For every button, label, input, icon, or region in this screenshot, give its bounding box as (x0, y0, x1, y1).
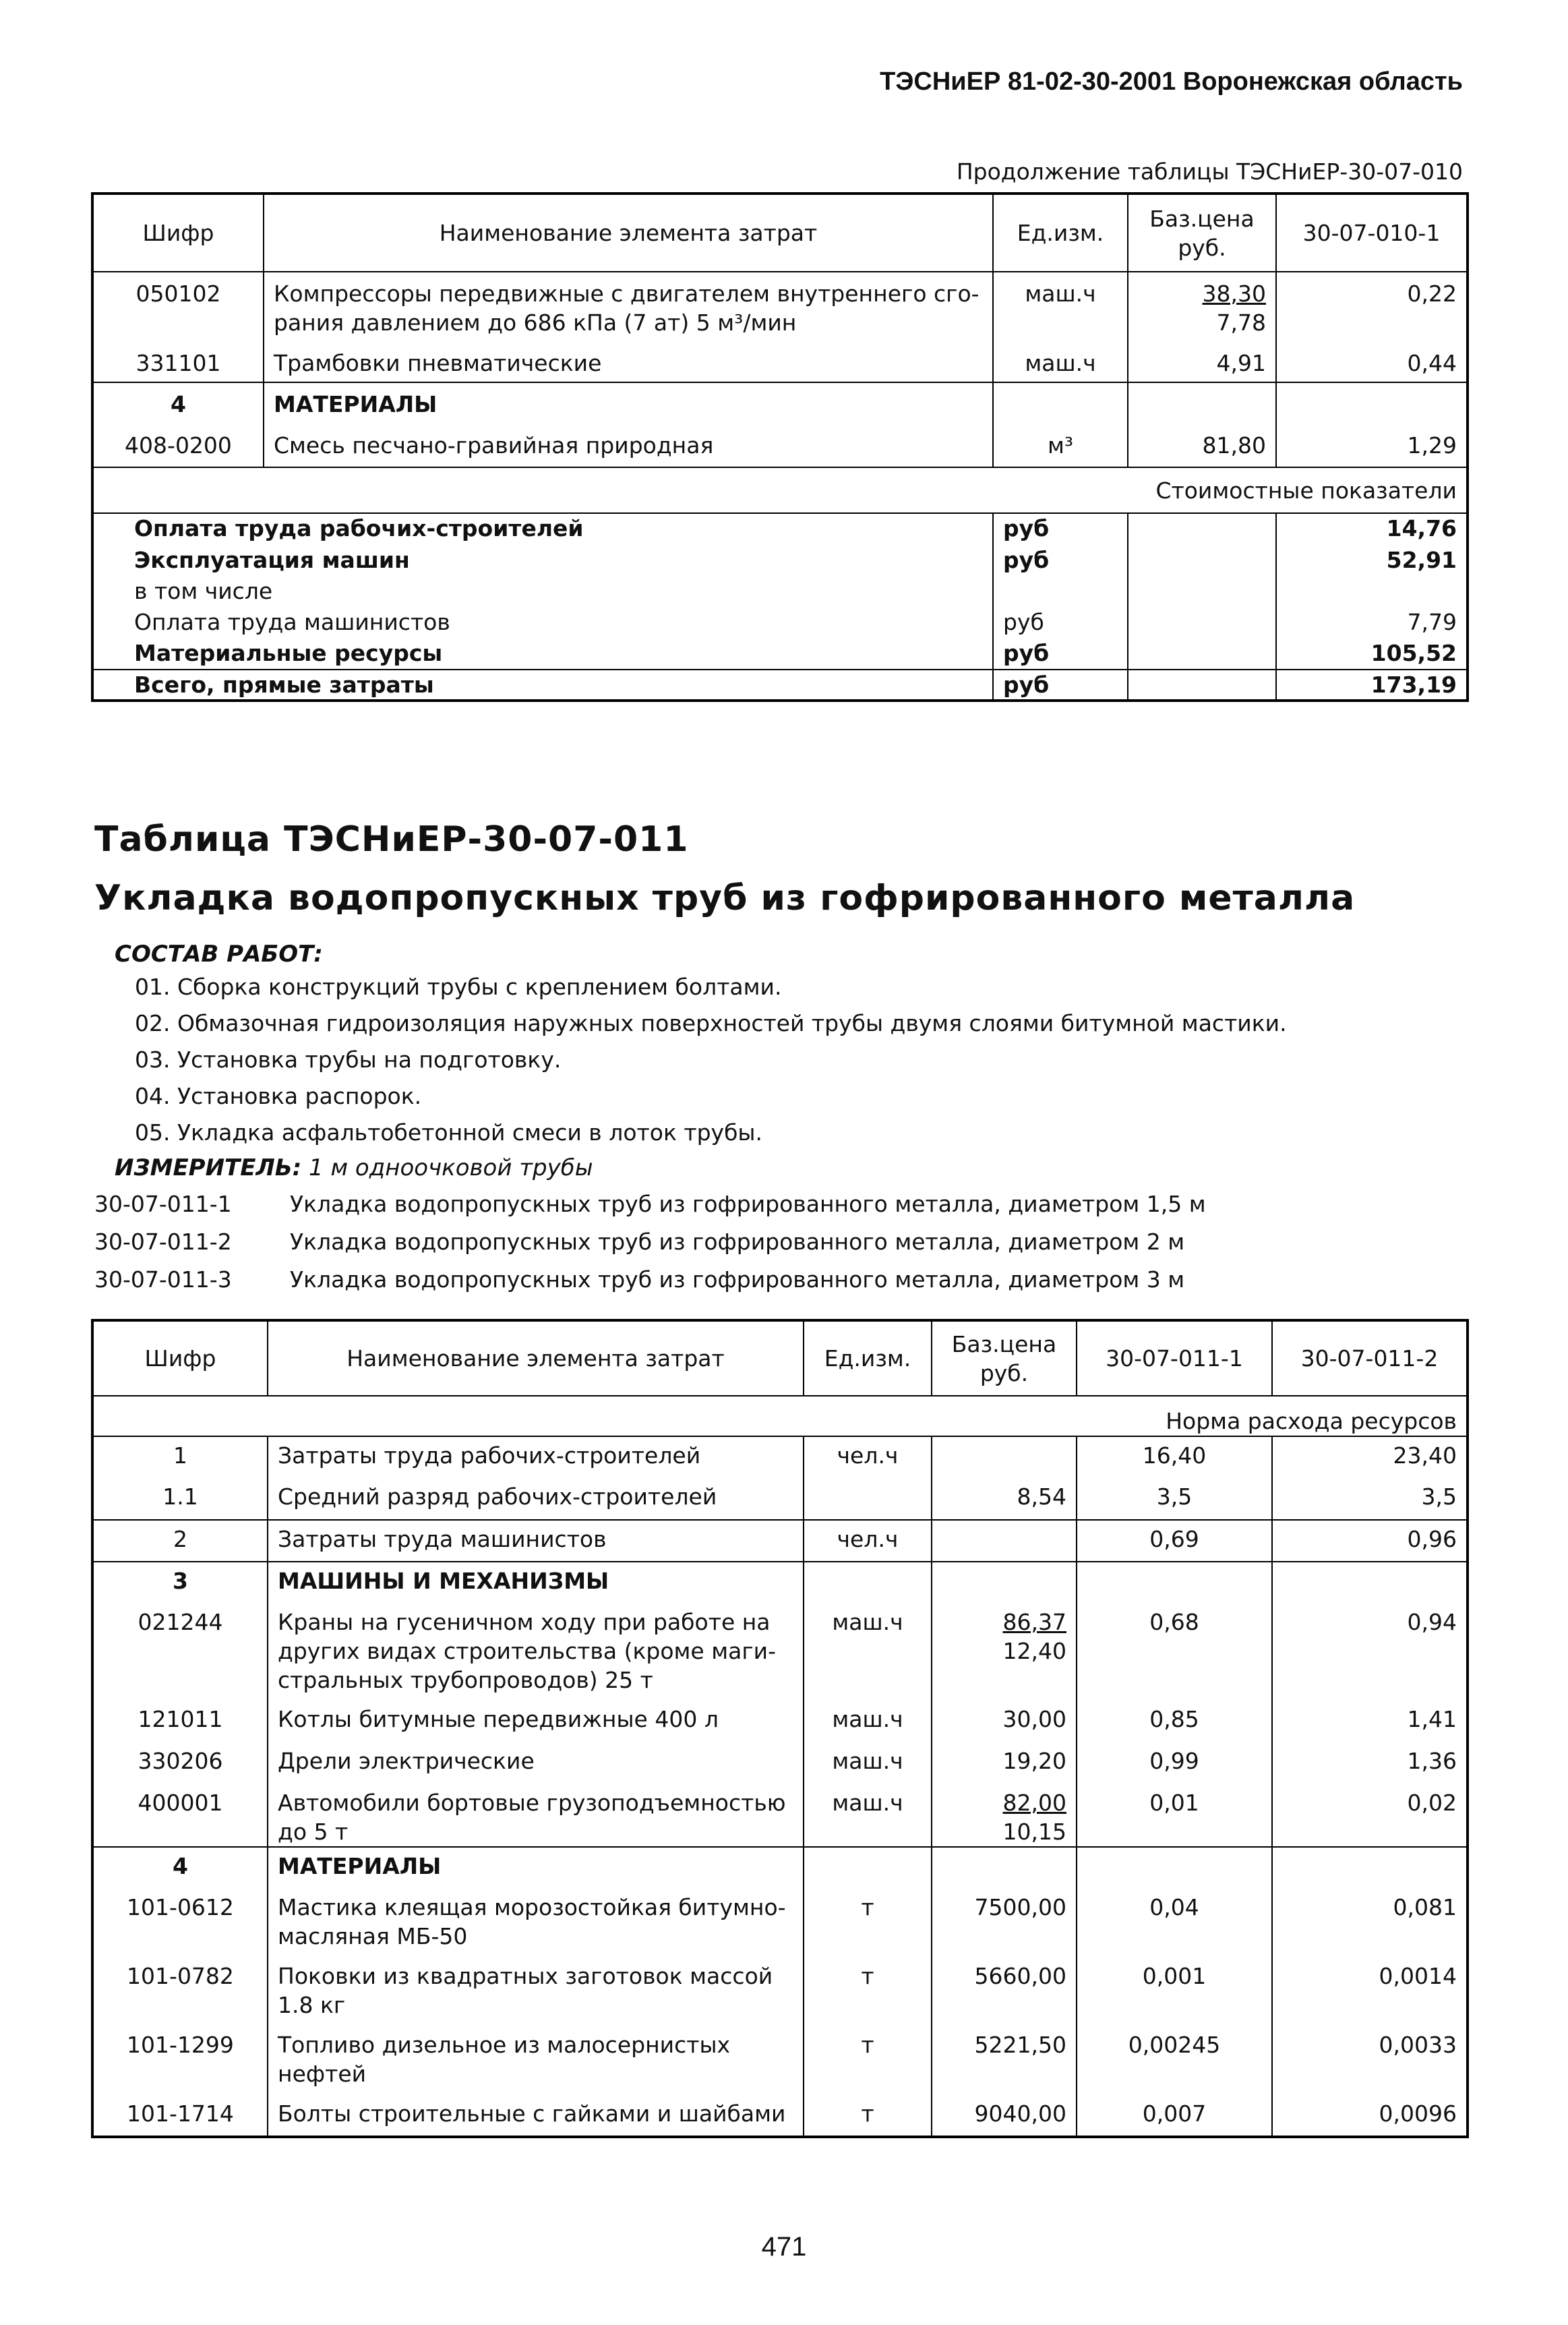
table-row (92, 1603, 1468, 1701)
header-price: Баз.цена руб. (932, 1320, 1077, 1396)
position-code: 30-07-011-2 (94, 1229, 232, 1255)
table-header-row (92, 1320, 1468, 1396)
row-norm-1: 0,04 (1077, 1889, 1272, 1958)
table-row (92, 1784, 1468, 1847)
row-value: 0,44 (1276, 345, 1468, 382)
row-unit (804, 1478, 932, 1520)
row-name: Котлы битумные передвижные 400 л (268, 1701, 804, 1742)
table-row (92, 345, 1468, 382)
row-price: 9040,00 (932, 2095, 1077, 2137)
row-norm-1: 0,00245 (1077, 2026, 1272, 2095)
row-unit: м³ (993, 425, 1128, 467)
norm-caption-row (92, 1396, 1468, 1436)
page-number: 471 (761, 2232, 807, 2262)
row-price (1128, 272, 1276, 345)
row-norm-1: 0,99 (1077, 1742, 1272, 1784)
row-norm-1: 0,68 (1077, 1603, 1272, 1701)
header-name: Наименование элемента затрат (264, 194, 993, 272)
row-norm-2 (1272, 1562, 1468, 1603)
row-price (932, 1784, 1077, 1847)
cost-row (92, 546, 1468, 577)
row-price (932, 1603, 1077, 1701)
header-unit: Ед.изм. (993, 194, 1128, 272)
row-code: 400001 (138, 1790, 223, 1816)
group-row (92, 1847, 1468, 1889)
row-code: 1 (173, 1442, 187, 1469)
row-unit: маш.ч (993, 272, 1128, 345)
row-code: 101-1299 (127, 2032, 234, 2058)
works-heading: СОСТАВ РАБОТ: (115, 941, 323, 968)
row-unit: т (804, 1958, 932, 2026)
table-row (92, 1436, 1468, 1478)
header-code: Шифр (92, 194, 264, 272)
resource-table (91, 1319, 1469, 2138)
row-price: 8,54 (932, 1478, 1077, 1520)
work-item: 03. Установка трубы на подготовку. (135, 1047, 562, 1073)
table-row (92, 425, 1468, 467)
row-unit: маш.ч (804, 1742, 932, 1784)
header-norm-2: 30-07-011-2 (1272, 1320, 1468, 1396)
row-code: 021244 (138, 1609, 223, 1635)
row-name: Затраты труда рабочих-строителей (268, 1436, 804, 1478)
row-unit: чел.ч (804, 1520, 932, 1562)
row-norm-1: 0,001 (1077, 1958, 1272, 2026)
page-header: ТЭСНиЕР 81-02-30-2001 Воронежская область (880, 67, 1463, 96)
row-norm-2: 1,41 (1272, 1701, 1468, 1742)
cost-row (92, 608, 1468, 639)
row-unit: т (804, 2026, 932, 2095)
row-norm-1: 3,5 (1077, 1478, 1272, 1520)
work-item: 04. Установка распорок. (135, 1083, 422, 1109)
row-price: 30,00 (932, 1701, 1077, 1742)
row-code: 4 (92, 1847, 268, 1889)
measure-line (115, 1154, 593, 1181)
price-wages: 10,15 (1002, 1819, 1066, 1845)
cost-label: Оплата труда машинистов (134, 609, 450, 635)
cost-value: 105,52 (1276, 639, 1468, 670)
row-price (932, 1520, 1077, 1562)
row-name: Средний разряд рабочих-строителей (268, 1478, 804, 1520)
cost-unit: руб (993, 546, 1128, 577)
cost-unit: руб (993, 608, 1128, 639)
row-name: Затраты труда машинистов (268, 1520, 804, 1562)
continuation-caption: Продолжение таблицы ТЭСНиЕР-30-07-010 (956, 158, 1463, 185)
header-unit: Ед.изм. (804, 1320, 932, 1396)
row-price: 5221,50 (932, 2026, 1077, 2095)
cost-row (92, 639, 1468, 670)
row-norm-2: 0,94 (1272, 1603, 1468, 1701)
header-name: Наименование элемента затрат (268, 1320, 804, 1396)
cost-value: 14,76 (1276, 513, 1468, 546)
row-unit: чел.ч (804, 1436, 932, 1478)
row-code: 101-0612 (127, 1894, 234, 1920)
row-norm-1: 16,40 (1077, 1436, 1272, 1478)
cost-value: 173,19 (1276, 670, 1468, 701)
table-row (92, 2095, 1468, 2137)
row-price (932, 1847, 1077, 1889)
row-name: Мастика клеящая морозостойкая битумно-масляная МБ-50 (268, 1889, 804, 1958)
norm-caption: Норма расхода ресурсов (92, 1396, 1468, 1436)
row-price: 19,20 (932, 1742, 1077, 1784)
cost-label: Оплата труда рабочих-строителей (134, 515, 584, 541)
cost-row (92, 513, 1468, 546)
row-norm-2: 0,0033 (1272, 2026, 1468, 2095)
cost-unit: руб (993, 670, 1128, 701)
row-norm-1: 0,85 (1077, 1701, 1272, 1742)
row-name: Компрессоры передвижные с двигателем внутреннего сго-рания давлением до 686 кПа (7 ат) 5 м³/мин (264, 272, 993, 345)
row-name: Смесь песчано-гравийная природная (264, 425, 993, 467)
row-code: 2 (92, 1520, 268, 1562)
row-value: 0,22 (1276, 272, 1468, 345)
row-unit: т (804, 1889, 932, 1958)
row-price: 5660,00 (932, 1958, 1077, 2026)
row-name: МАТЕРИАЛЫ (268, 1847, 804, 1889)
row-code: 3 (92, 1562, 268, 1603)
row-norm-2: 0,02 (1272, 1784, 1468, 1847)
row-code: 050102 (135, 281, 221, 307)
cost-row (92, 577, 1468, 608)
row-code: 331101 (135, 350, 221, 376)
continued-table (91, 192, 1469, 702)
row-price (932, 1436, 1077, 1478)
price-total: 86,37 (1002, 1609, 1066, 1635)
row-unit: т (804, 2095, 932, 2137)
row-price (932, 1562, 1077, 1603)
row-norm-2: 0,0014 (1272, 1958, 1468, 2026)
row-name: Болты строительные с гайками и шайбами (268, 2095, 804, 2137)
header-norm: 30-07-010-1 (1276, 194, 1468, 272)
row-code: 121011 (138, 1706, 223, 1732)
cost-label: Эксплуатация машин (134, 547, 410, 573)
row-norm-1: 0,69 (1077, 1520, 1272, 1562)
row-name: Трамбовки пневматические (264, 345, 993, 382)
position-code: 30-07-011-3 (94, 1266, 232, 1293)
row-code: 101-1714 (127, 2100, 234, 2127)
row-norm-1: 0,01 (1077, 1784, 1272, 1847)
table-row (92, 1742, 1468, 1784)
price-total: 82,00 (1002, 1790, 1066, 1816)
position-code: 30-07-011-1 (94, 1191, 232, 1217)
cost-value: 52,91 (1276, 546, 1468, 577)
row-unit (804, 1847, 932, 1889)
position-desc: Укладка водопропускных труб из гофрированного металла, диаметром 3 м (290, 1266, 1185, 1293)
table-header-row (92, 194, 1468, 272)
table-row (92, 272, 1468, 345)
row-unit: маш.ч (804, 1784, 932, 1847)
row-unit: маш.ч (804, 1603, 932, 1701)
row-name: Дрели электрические (268, 1742, 804, 1784)
row-norm-1 (1077, 1847, 1272, 1889)
position-desc: Укладка водопропускных труб из гофрированного металла, диаметром 1,5 м (290, 1191, 1206, 1217)
cost-unit: руб (993, 513, 1128, 546)
group-name: МАТЕРИАЛЫ (264, 382, 993, 425)
cost-value: 7,79 (1276, 608, 1468, 639)
row-norm-2: 3,5 (1272, 1478, 1468, 1520)
row-price: 7500,00 (932, 1889, 1077, 1958)
cost-label: Материальные ресурсы (134, 640, 443, 666)
row-norm-1: 0,007 (1077, 2095, 1272, 2137)
group-code: 4 (92, 382, 264, 425)
cost-label: Всего, прямые затраты (92, 670, 993, 701)
work-item: 01. Сборка конструкций трубы с креплением болтами. (135, 974, 782, 1000)
resource-rows (92, 1436, 1468, 2137)
header-norm-1: 30-07-011-1 (1077, 1320, 1272, 1396)
work-item: 02. Обмазочная гидроизоляция наружных поверхностей трубы двумя слоями битумной мастики. (135, 1010, 1287, 1036)
row-unit: маш.ч (993, 345, 1128, 382)
cost-unit: руб (993, 639, 1128, 670)
cost-row (92, 670, 1468, 701)
row-value: 1,29 (1276, 425, 1468, 467)
group-row (92, 382, 1468, 425)
table-row (92, 1701, 1468, 1742)
row-norm-2: 1,36 (1272, 1742, 1468, 1784)
cost-label: в том числе (134, 578, 273, 604)
row-name: Поковки из квадратных заготовок массой 1.8 кг (268, 1958, 804, 2026)
row-norm-2 (1272, 1847, 1468, 1889)
position-desc: Укладка водопропускных труб из гофрированного металла, диаметром 2 м (290, 1229, 1185, 1255)
row-price: 81,80 (1128, 425, 1276, 467)
table-row (92, 1889, 1468, 1958)
row-unit (804, 1562, 932, 1603)
row-name: Краны на гусеничном ходу при работе на других видах строительства (кроме маги-стральных трубопроводов) 25 т (268, 1603, 804, 1701)
table-row (92, 1520, 1468, 1562)
group-row (92, 1562, 1468, 1603)
row-norm-2: 23,40 (1272, 1436, 1468, 1478)
row-norm-2: 0,0096 (1272, 2095, 1468, 2137)
header-price: Баз.цена руб. (1128, 194, 1276, 272)
section-title: Укладка водопропускных труб из гофрированного металла (94, 878, 1356, 918)
work-item: 05. Укладка асфальтобетонной смеси в лоток трубы. (135, 1119, 762, 1146)
measure-value: 1 м одноочковой трубы (309, 1154, 593, 1181)
row-name: Автомобили бортовые грузоподъемностью до 5 т (268, 1784, 804, 1847)
table-title: Таблица ТЭСНиЕР-30-07-011 (94, 819, 689, 860)
table-row (92, 1478, 1468, 1520)
row-code: 408-0200 (125, 432, 232, 459)
cost-caption: Стоимостные показатели (92, 467, 1468, 513)
header-code: Шифр (92, 1320, 268, 1396)
table-row (92, 2026, 1468, 2095)
row-name: МАШИНЫ И МЕХАНИЗМЫ (268, 1562, 804, 1603)
row-norm-1 (1077, 1562, 1272, 1603)
row-price: 4,91 (1128, 345, 1276, 382)
row-name: Топливо дизельное из малосернистых нефтей (268, 2026, 804, 2095)
row-code: 330206 (138, 1748, 223, 1774)
row-code: 1.1 (162, 1483, 198, 1510)
row-norm-2: 0,081 (1272, 1889, 1468, 1958)
price-wages: 7,78 (1216, 310, 1266, 336)
cost-caption-row (92, 467, 1468, 513)
row-norm-2: 0,96 (1272, 1520, 1468, 1562)
price-total: 38,30 (1202, 281, 1266, 307)
price-wages: 12,40 (1002, 1638, 1066, 1664)
measure-label: ИЗМЕРИТЕЛЬ: (115, 1154, 302, 1181)
table-row (92, 1958, 1468, 2026)
row-unit: маш.ч (804, 1701, 932, 1742)
row-code: 101-0782 (127, 1963, 234, 1989)
